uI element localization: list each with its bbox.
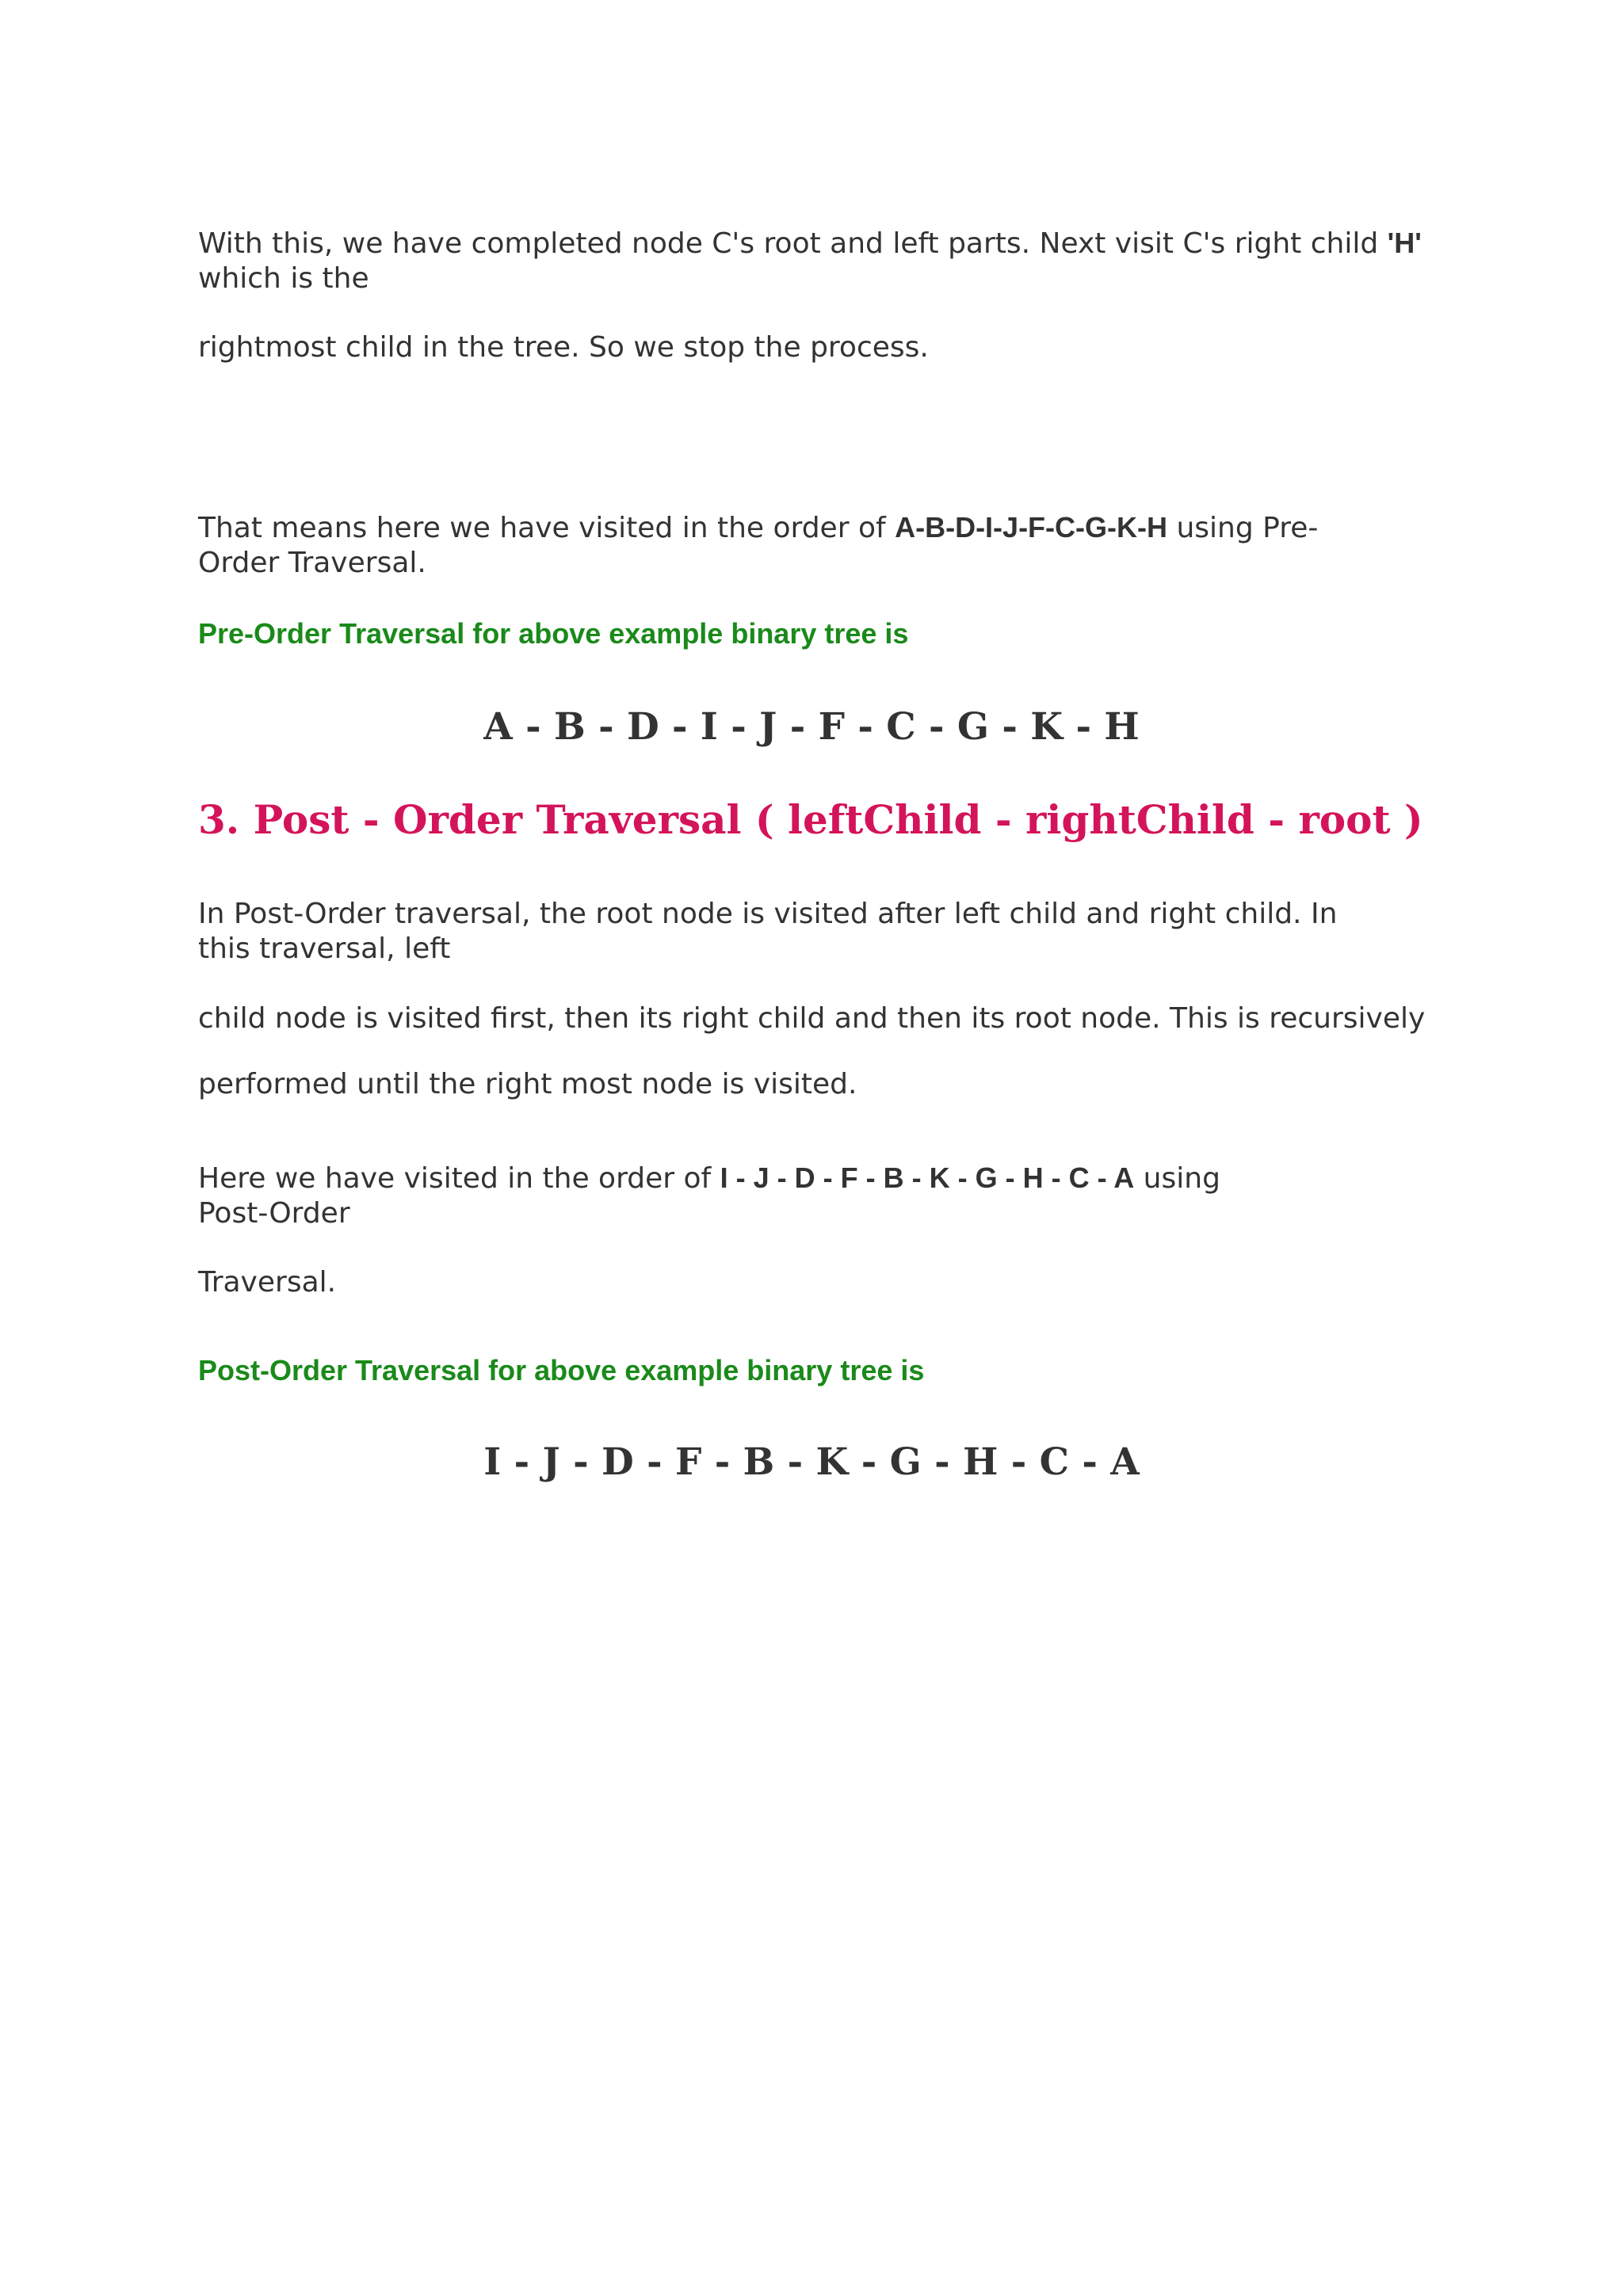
postorder-order-bold: I - J - D - F - B - K - G - H - C - A <box>720 1161 1135 1194</box>
postorder-intro-line3: performed until the right most node is visited. <box>198 1068 857 1100</box>
postorder-sequence: I - J - D - F - B - K - G - H - C - A <box>483 1440 1140 1484</box>
text-fragment: Here we have visited in the order of <box>198 1162 720 1195</box>
postorder-intro-line2: child node is visited first, then its right child and then its root node. This is recursively <box>198 1002 1426 1035</box>
text-fragment: using Pre-Order Traversal. <box>198 512 1319 579</box>
text-fragment: That means here we have visited in the order of <box>198 512 896 544</box>
preorder-summary-paragraph <box>198 510 1371 581</box>
preorder-end-paragraph-line1 <box>198 226 1434 296</box>
text-fragment: which is the <box>198 262 369 295</box>
preorder-sequence: A - B - D - I - J - F - C - G - K - H <box>483 705 1140 749</box>
postorder-summary-line2: Traversal. <box>198 1266 337 1299</box>
text-fragment: using Post-Order <box>198 1162 1220 1230</box>
text-fragment: With this, we have completed node C's root and left parts. Next visit C's right child <box>198 227 1388 260</box>
bold-node-h: 'H' <box>1387 227 1422 259</box>
postorder-result-label: Post-Order Traversal for above example binary tree is <box>198 1354 925 1386</box>
preorder-result-label: Pre-Order Traversal for above example binary tree is <box>198 617 909 650</box>
preorder-order-bold: A-B-D-I-J-F-C-G-K-H <box>895 511 1167 543</box>
preorder-end-paragraph-line2: rightmost child in the tree. So we stop the process. <box>198 331 929 364</box>
postorder-intro-line1: In Post-Order traversal, the root node is visited after left child and right child. In this traversal, left <box>198 898 1338 965</box>
postorder-summary-paragraph <box>198 1161 1292 1231</box>
postorder-section-heading: 3. Post - Order Traversal ( leftChild - rightChild - root ) <box>198 796 1423 843</box>
